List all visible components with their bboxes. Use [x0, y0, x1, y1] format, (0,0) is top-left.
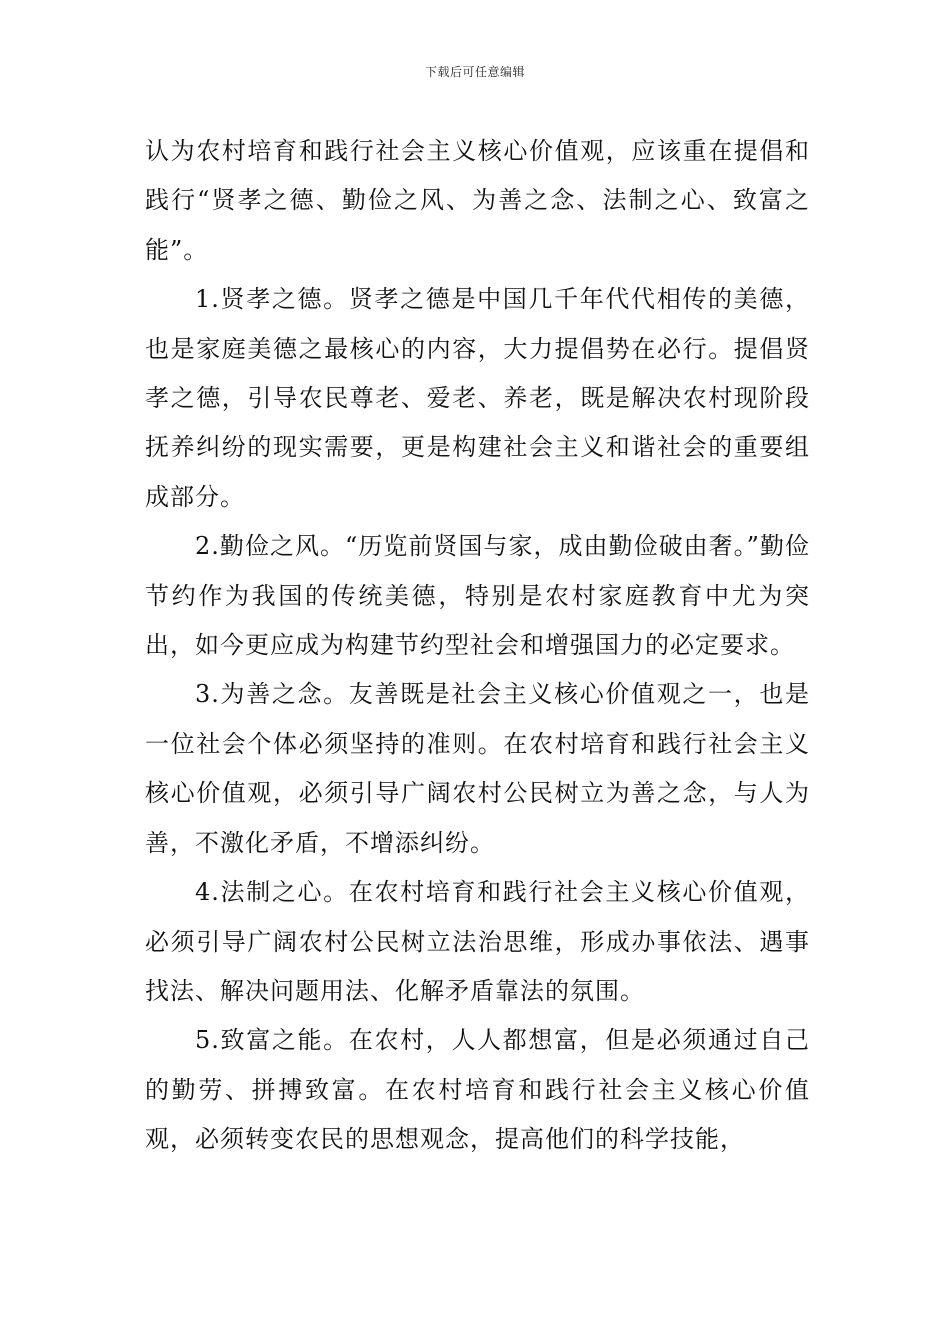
paragraph-item-4: 4.法制之心。在农村培育和践行社会主义核心价值观，必须引导广阔农村公民树立法治思维，形成办事依法、遇事找法、解决问题用法、化解矛盾靠法的氛围。 — [145, 878, 810, 1005]
document-body — [145, 127, 810, 1165]
paragraph-item-5: 5.致富之能。在农村，人人都想富，但是必须通过自己的勤劳、拼搏致富。在农村培育和践行社会主义核心价值观，必须转变农民的思想观念，提高他们的科学技能， — [145, 1026, 810, 1154]
paragraph-item-2: 2.勤俭之风。“历览前贤国与家，成由勤俭破由奢。”勤俭节约作为我国的传统美德，特别是农村家庭教育中尤为突出，如今更应成为构建节约型社会和增强国力的必定要求。 — [145, 532, 810, 660]
paragraph-item-1: 1.贤孝之德。贤孝之德是中国几千年代代相传的美德，也是家庭美德之最核心的内容，大力提倡势在必行。提倡贤孝之德，引导农民尊老、爱老、养老，既是解决农村现阶段抚养纠纷的现实需要，更是构建社会主义和谐社会的重要组成部分。 — [145, 285, 810, 511]
paragraph-item-3: 3.为善之念。友善既是社会主义核心价值观之一，也是一位社会个体必须坚持的准则。在农村培育和践行社会主义核心价值观，必须引导广阔农村公民树立为善之念，与人为善，不激化矛盾，不增添纠纷。 — [145, 680, 810, 857]
paragraph-intro: 认为农村培育和践行社会主义核心价值观，应该重在提倡和践行“贤孝之德、勤俭之风、为善之念、法制之心、致富之能”。 — [145, 137, 810, 264]
page-header: 下载后可任意编辑 — [424, 65, 525, 79]
